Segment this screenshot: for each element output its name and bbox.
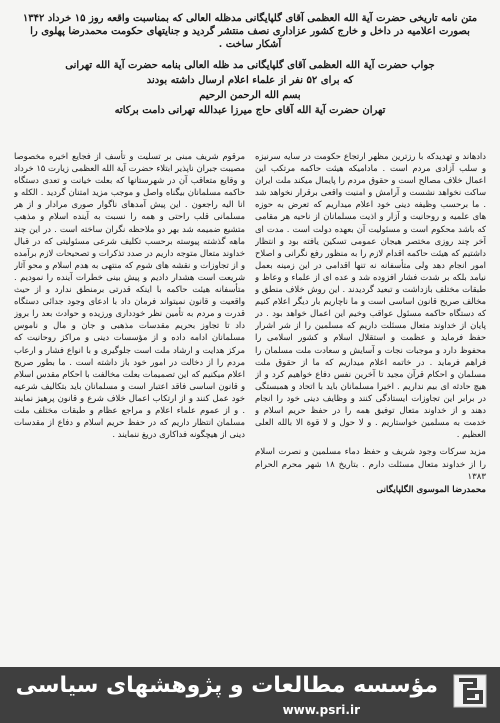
title-line: که برای ۵۲ نفر از علماء اعلام ارسال داشته بودند: [146, 75, 354, 86]
left-column: [255, 150, 486, 671]
intro-paragraph: متن نامه تاریخی حضرت آیة الله العظمی آقای گلپایگانی مدظله العالی که بمناسبت واقعه روز ۱۵ خرداد ۱۳۴۲ بصورت اعلامیه در داخل و خارج کشور عزاداری نصف منتشر گردید و جنایتهای حکومت محمدرضا پهلوی را آشکار ساخت .: [22, 13, 478, 50]
right-column-text: مرقوم شریف مبنی بر تسلیت و تأسف از فجایع اخیره مخصوصا مصیبت جبران ناپذیر ابتلاء حضرت آیة الله العظمی زیارت ۱۵ خرداد و وقایع متعاقب آن در شهرستانها که بعلت خیانت و تعدی دستگاه حاکمه مسلمانان بیگناه واصل و موجب مزید امتنان گردید . الکله و انا الیه راجعون . این پیش آمدهای ناگوار صوری مرادار و از هر مسلمانی قلب راحتی و همه را نسبت به آینده اسلام و مذهب متشیع ضمیمه شد بهر دو ملاحظه نگران ساخته است . در این چند ماهه گذشته پیوسته برحسب تکلیف شرعی مسئولیتی که در قبال خداوند متعال متوجه داریم در صدد تذکرات و تصحیحات لازم برآمده و از تجاوزات و نقشه های شوم که منتهی به هدم اسلام و محو آثار شریعت است هشدار دادیم و پیش بینی خطرات آینده را نمودیم . متأسفانه هیئت حاکمه با اینکه قدرتی برمنطق ندارد و از حیث واقعیت و قانون نمیتواند فرمان داد با ادعای وجود جدائی دستگاه قدرت و مردم به تأمین نظر خودداری ورزیده و حوادث بعد را بروز داد تا تجاوز بحریم مقدسات مذهبی و جان و مال و ناموس مسلمانان ادامه داده و از مؤسسات دینی و مراکز روحانیت که مرکز هدایت و ارشاد ملت است جلوگیری و با انواع فشار و ارعاب مردم را از دخالت در امور خود باز داشته است . ما بطور صریح اعلام میکنیم که این تصمیمات بعلت مخالفت با احکام مقدس اسلام و قانون اساسی فاقد اعتبار است و مسلمانان باید بتکالیف شرعیه خود عمل کنند و از ارتکاب اعمال خلاف شرع و قانون پرهیز نمایند . و از عموم علماء اعلام و مراجع عظام و طبقات مختلف ملت مسلمان انتظار داریم که در حفظ حریم اسلام و دفاع از مقدسات دینی از هیچگونه فداکاری دریغ ننمایند .: [14, 151, 245, 440]
institute-logo-icon: [452, 673, 488, 709]
signature: محمدرضا الموسوی الگلپایگانی: [376, 484, 486, 495]
title-line: جواب حضرت آیة الله العظمی آقای گلپایگانی مد ظله العالی بنامه حضرت آیة الله تهرانی: [65, 60, 435, 71]
institute-url[interactable]: www.psri.ir: [282, 703, 360, 717]
right-column: [14, 150, 245, 671]
signoff-line: مزید سرکات وجود شریف و حفظ دماء مسلمین و نصرت اسلام را از خداوند متعال مسئلت دارم . بتاریخ ۱۸ شهر محرم الحرام ۱۳۸۳: [255, 447, 486, 483]
document-header: [20, 12, 480, 119]
letter-title-block: [20, 59, 480, 118]
left-column-text: دادهاند و تهدیدکه با رزترین مظهر ارتجاع حکومت در سایه سرنیزه و سلب آزادی مردم است . مادامیکه هیئت حاکمه مرتکب این اعمال خلاف مصالح است و حقوق مردم را پایمال میکند ملت ایران ساکت نخواهد نشست و آرامش و امنیت واقعی برقرار نخواهد شد . ما برحسب وظیفه دینی خود اعلام میداریم که تعرض به حوزه های علمیه و روحانیت و آزار و اذیت مسلمانان از ناحیه هر مقامی که باشد محکوم است و مسئولیت آن بعهده دولت است . مدت ای آخر چند روزی مختصر هیجان عمومی تسکین یافته بود و انتظار داشتیم که هیئت حاکمه اقدام لازم را به منظور رفع نگرانی و اصلاح امور انجام دهد ولی متأسفانه نه تنها اقدامی در این زمینه بعمل نیامد بلکه بر شدت فشار افزوده شد و عده ای از علماء و وعاظ و طبقات مختلف بازداشت و تبعید گردیدند . این روش خلاف منطق و مخالف صریح قانون اساسی است و ما ناچاریم بار دیگر اعلام کنیم که دستگاه حاکمه مسئول عواقب وخیم این اعمال خواهد بود . در پایان از خداوند متعال مسئلت داریم که مسلمین را از شر اشرار حفظ فرماید و عظمت و استقلال اسلام و کشور اسلامی را محفوظ دارد و موجبات نجات و آسایش و سعادت ملت مسلمان را فراهم فرماید . در خاتمه اعلام میداریم که ما از حقوق ملت مسلمان و احکام قرآن مجید تا آخرین نفس دفاع خواهیم کرد و از هیچ حادثه ای بیم نداریم . اخیرا مسلمانان باید با اتحاد و همبستگی در برابر این تجاوزات ایستادگی کنند و وظایف دینی خود را انجام دهند و از خداوند متعال توفیق همه را در حفظ حریم اسلام و خدمت به مسلمین خواستاریم . و لا حول و لا قوة الا بالله العلی العظیم .: [255, 151, 486, 440]
title-line: بسم الله الرحمن الرحیم: [199, 90, 301, 101]
signoff: [255, 446, 486, 496]
title-line: تهران حضرت آیة الله آقای حاج میرزا عبدالله تهرانی دامت برکاته: [114, 105, 386, 116]
institute-name: مؤسسه مطالعات و پژوهشهای سیاسی: [15, 673, 438, 698]
body-columns: [14, 150, 486, 671]
watermark-footer: [0, 667, 500, 723]
